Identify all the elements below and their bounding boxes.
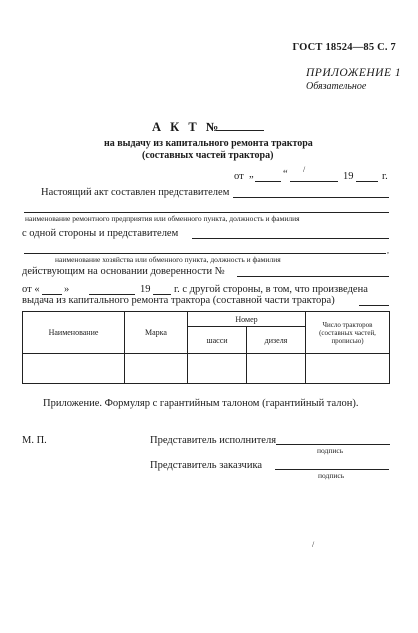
customer-signature-caption: подпись	[318, 471, 345, 480]
body-line-5-fill	[359, 305, 389, 306]
date-quote-open: „	[249, 169, 254, 180]
appendix-label: ПРИЛОЖЕНИЕ 1	[306, 67, 402, 79]
executor-signature-line[interactable]	[276, 444, 390, 445]
appendix-note: Приложение. Формуляр с гарантийным талоном (гарантийный талон).	[43, 398, 359, 409]
appendix-status: Обязательное	[306, 81, 367, 92]
body-line-4-year: 19	[140, 284, 151, 295]
body-line-4-rest: г. с другой стороны, в том, что произведена	[174, 284, 368, 295]
caption-farm: наименование хозяйства или обменного пункта, должность и фамилия	[55, 255, 281, 264]
pen-mark: /	[303, 165, 306, 174]
date-day-line	[255, 181, 281, 182]
customer-representative-label: Представитель заказчика	[150, 460, 263, 471]
body-fill-line-2	[24, 212, 389, 213]
date-year-suffix: г.	[382, 171, 388, 182]
executor-signature-caption: подпись	[317, 446, 344, 455]
body-line-5: выдача из капитального ремонта трактора (составной части трактора)	[22, 295, 335, 306]
customer-signature-line[interactable]	[275, 469, 389, 470]
body-line-3: действующим на основании доверенности №	[22, 266, 225, 277]
date-month-line	[290, 181, 338, 182]
col-header-chassis: шасси	[188, 327, 247, 354]
act-subtitle-1: на выдачу из капитального ремонта трактора	[104, 138, 313, 149]
pen-mark-bottom: /	[312, 540, 315, 549]
body-line-2: с одной стороны и представителем	[22, 228, 179, 239]
caption-repair-enterprise: наименование ремонтного предприятия или обменного пункта, должность и фамилия	[25, 214, 300, 223]
body-line-4-quote: »	[64, 284, 70, 295]
tractor-table	[22, 311, 390, 384]
act-number-line	[216, 130, 264, 131]
gost-reference: ГОСТ 18524—85 С. 7	[292, 42, 396, 53]
table-cell-diesel[interactable]	[247, 354, 306, 384]
col-header-brand: Марка	[125, 312, 188, 354]
table-cell-chassis[interactable]	[188, 354, 247, 384]
body-line-2-fill	[192, 238, 389, 239]
body-fill-line-3	[24, 253, 386, 254]
date-quote-close: “	[283, 169, 288, 180]
executor-representative-label: Представитель исполнителя	[150, 435, 277, 446]
table-cell-brand[interactable]	[125, 354, 188, 384]
act-subtitle-2: (составных частей трактора)	[142, 150, 274, 161]
col-header-number: Номер	[188, 312, 306, 327]
seal-label: М. П.	[22, 435, 47, 446]
date-year-line	[356, 181, 378, 182]
body-line-4-from: от «	[22, 284, 40, 295]
body-line-1-fill	[233, 197, 389, 198]
col-header-name: Наименование	[23, 312, 125, 354]
date-year-prefix: 19	[343, 171, 354, 182]
body-line-1: Настоящий акт составлен представителем	[41, 187, 230, 198]
col-header-diesel: дизеля	[247, 327, 306, 354]
table-cell-name[interactable]	[23, 354, 125, 384]
comma-mark: ,	[387, 246, 389, 255]
power-of-attorney-line	[237, 276, 389, 277]
col-header-count: Число тракторов (составных частей, прописью)	[306, 312, 390, 354]
act-title: А К Т №	[152, 120, 222, 134]
date-from: от	[234, 171, 244, 182]
table-cell-count[interactable]	[306, 354, 390, 384]
